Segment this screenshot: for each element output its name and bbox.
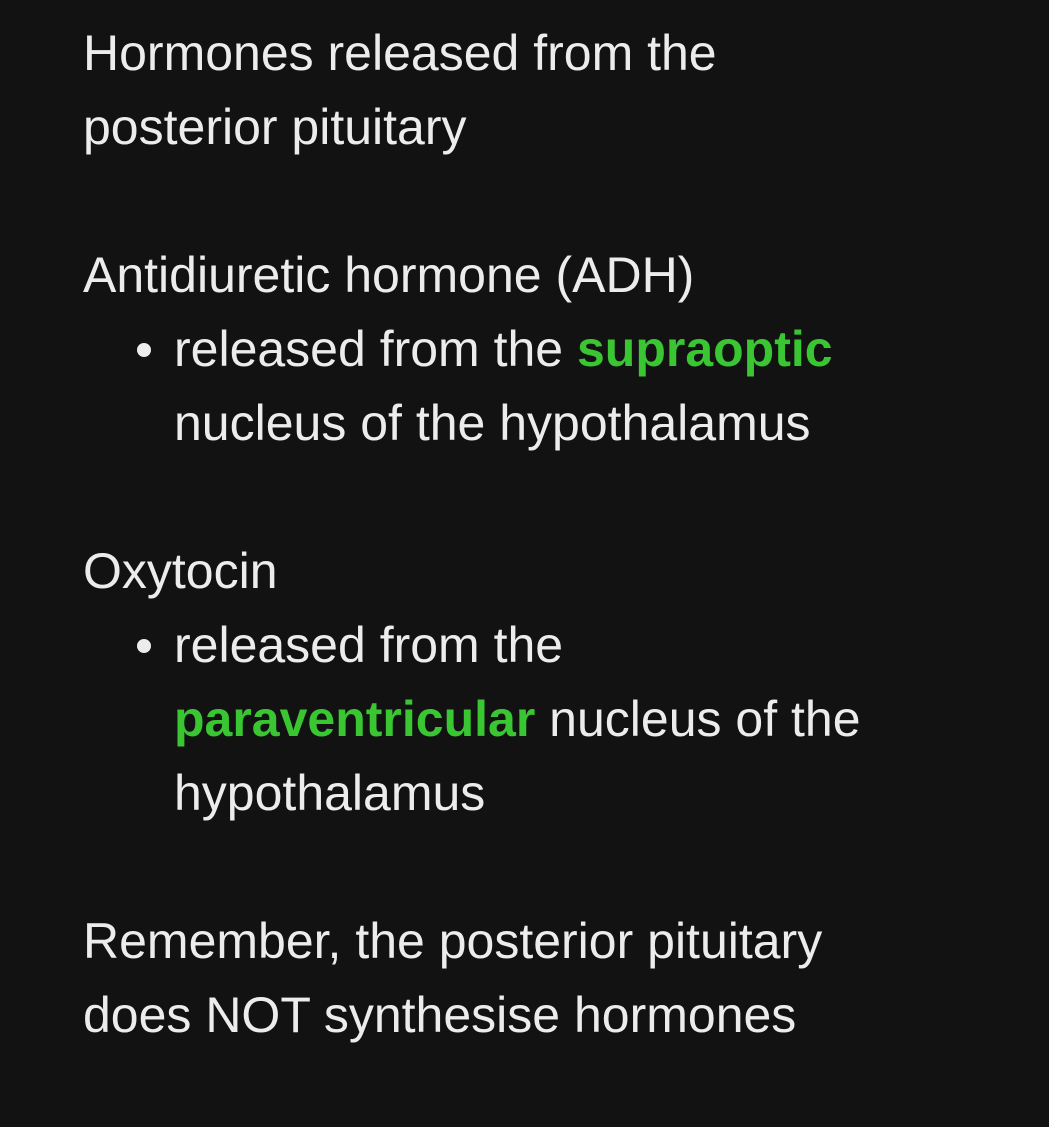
adh-bullet-list: [83, 312, 1009, 460]
oxytocin-bullet-text-post: hypothalamus: [174, 765, 486, 821]
bullet-dot-icon: [137, 639, 151, 653]
closing-line-2: does NOT synthesise hormones: [83, 987, 797, 1043]
oxytocin-highlight-paraventricular: paraventricular: [174, 691, 536, 747]
bullet-dot-icon: [137, 343, 151, 357]
adh-title: Antidiuretic hormone (ADH): [83, 247, 695, 303]
oxytocin-bullet-text-pre: released from the: [174, 617, 564, 673]
oxytocin-title: Oxytocin: [83, 543, 278, 599]
oxytocin-bullet-text-mid: nucleus of the: [535, 691, 861, 747]
oxytocin-section: [83, 534, 1009, 830]
adh-bullet-text-pre: released from the: [174, 321, 577, 377]
heading-line-2: posterior pituitary: [83, 99, 467, 155]
adh-bullet: [174, 312, 1009, 460]
page-heading: [83, 16, 1009, 164]
adh-section: [83, 238, 1009, 460]
heading-line-1: Hormones released from the: [83, 25, 717, 81]
closing-line-1: Remember, the posterior pituitary: [83, 913, 823, 969]
oxytocin-bullet-list: [83, 608, 1009, 830]
closing-note: [83, 904, 1009, 1052]
adh-bullet-text-post: nucleus of the hypothalamus: [174, 395, 811, 451]
oxytocin-bullet: [174, 608, 1009, 830]
adh-highlight-supraoptic: supraoptic: [576, 321, 833, 377]
